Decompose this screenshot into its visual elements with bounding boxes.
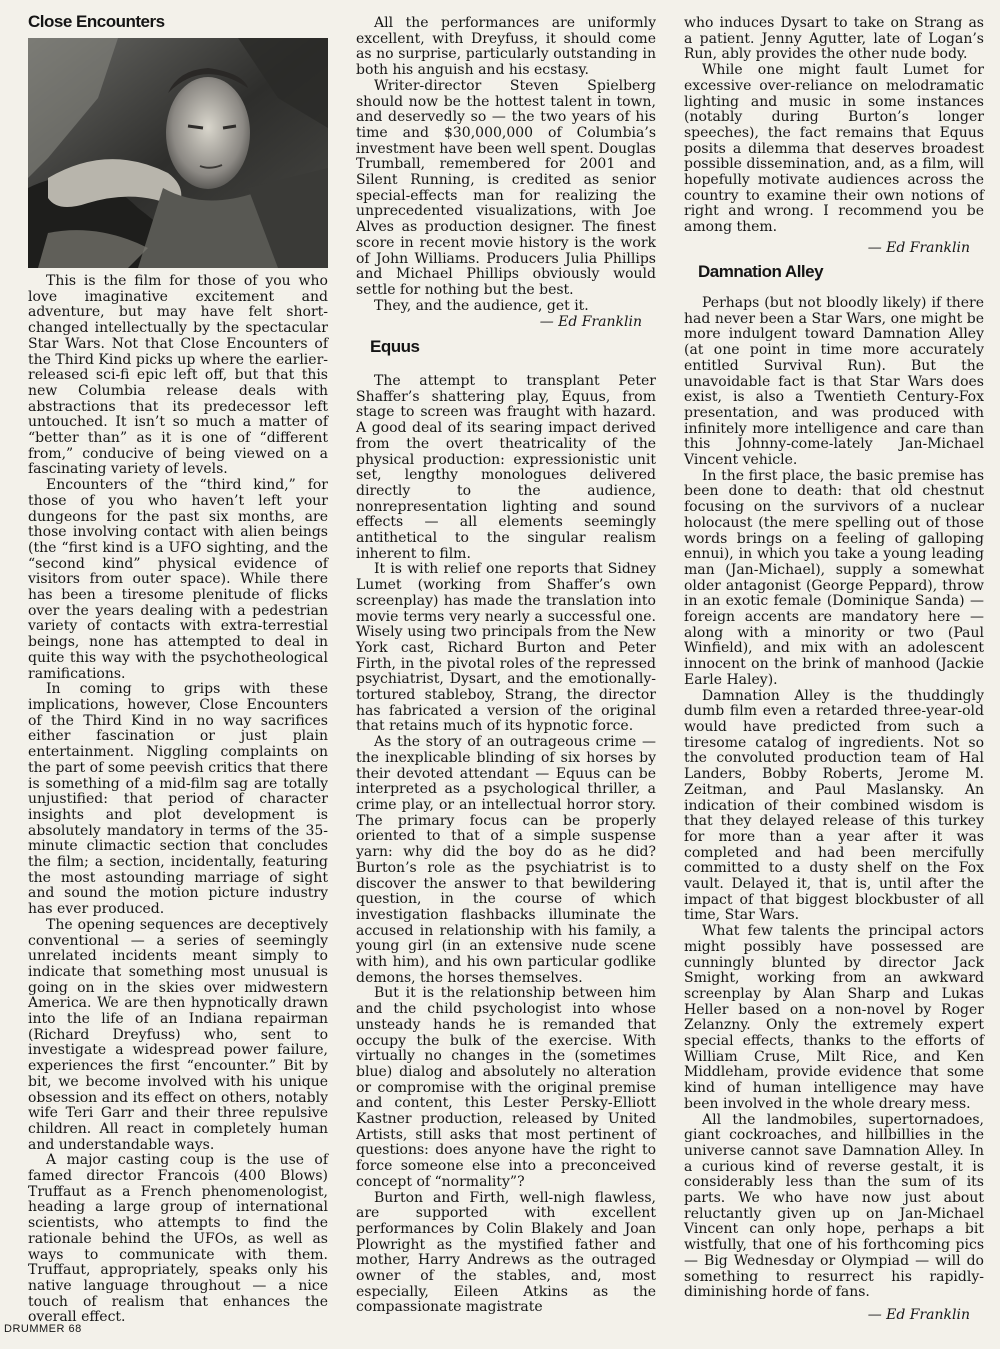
byline: — Ed Franklin <box>867 1307 970 1323</box>
paragraph: Burton and Firth, well-nigh flawless, are supported with excellent performances by Colin Blakely and Joan Plowright as the mystified father and mother, Harry Andrews as the outraged owner of the stables, and, most especially, Eileen Atkins as the compassionate magistrate <box>356 1189 656 1316</box>
paragraph: While one might fault Lumet for excessive over-reliance on melodramatic lighting and music in some instances (notably during Burton’s longer speeches), the fact remains that Equus posits a dilemma that deserves broadest possible dissemination, and, as a film, will hopefully motivate audiences across the country to examine their own notions of right and wrong. I recommend you be among them. <box>684 62 984 236</box>
review-heading-close-encounters: Close Encounters <box>28 12 165 31</box>
paragraph: A major casting coup is the use of famed director Francois (400 Blows) Truffaut as a French phenomenologist, heading a large group of international scientists, who attempts to find the rationale behind the UFOs, as well as ways to communicate with them. Truffaut, appropriately, speaks only his native language throughout — a nice touch of realism that enhances the overall effect. <box>28 1152 328 1326</box>
page-footer: DRUMMER 68 <box>4 1323 82 1335</box>
paragraph: Perhaps (but not bloodly likely) if there had never been a Star Wars, one might be more indulgent toward Damnation Alley (at one point in time more accurately entitled Survival Run). But the unavoidable fact is that Star Wars does exist, is also a Twentieth Century-Fox presentation, and was produced with infinitely more intelligence and care than this Johnny-come-lately Jan-Michael Vincent vehicle. <box>684 295 984 469</box>
paragraph: In coming to grips with these implications, however, Close Encounters of the Third Kind in no way sacrifices either fascination or just plain entertainment. Niggling complaints on the part of some peevish critics that there is something of a mid-film sag are totally unjustified: that period of character insights and plot development is absolutely mandatory in terms of the 35-minute climactic section that concludes the film; a section, incidentally, featuring the most astounding marriage of sight and sound the motion picture industry has ever produced. <box>28 681 328 918</box>
paragraph: who induces Dysart to take on Strang as a patient. Jenny Agutter, late of Logan’s Run, ably provides the other nude body. <box>684 15 984 63</box>
paragraph: In the first place, the basic premise has been done to death: that old chestnut focusing on the survivors of a nuclear holocaust (the mere spelling out of those words brings on a feeling of galloping ennui), in which you take a young leading man (Jan-Michael), supply a somewhat older antagonist (George Peppard), throw in an exotic female (Dominique Sanda) — foreign accents are mandatory here — along with a minority or two (Paul Winfield), and mix with an adolescent innocent on the brink of manhood (Jackie Earle Haley). <box>684 467 984 688</box>
paragraph: Damnation Alley is the thuddingly dumb film even a retarded three-year-old would have predicted from such a tiresome catalog of ingredients. Not so the convoluted production team of Hal Landers, Bobby Roberts, Jerome M. Zeitman, and Paul Maslansky. An indication of their combined wisdom is that they delayed release of this turkey for more than a year after it was completed and had been mercifully committed to a dusty shelf on the Fox vault. Delayed it, that is, until after the impact of that biggest blockbuster of all time, Star Wars. <box>684 687 984 924</box>
man-portrait-image <box>28 38 328 268</box>
equus-body <box>356 374 656 1316</box>
paragraph: All the performances are uniformly excellent, with Dreyfuss, it should come as no surprise, particularly outstanding in both his anguish and his ecstasy. <box>356 15 656 79</box>
paragraph: Writer-director Steven Spielberg should now be the hottest talent in town, and deservedly so — the two years of his time and $30,000,000 of Columbia’s investment have been well spent. Douglas Trumball, remembered for 2001 and Silent Running, is credited as senior special-effects man for realizing the unprecedented visualizations, with Joe Alves as production designer. The finest score in recent movie history is the work of John Williams. Producers Julia Phillips and Michael Phillips obviously would settle for nothing but the best. <box>356 77 656 298</box>
paragraph: But it is the relationship between him and the child psychologist into whose unsteady hands he is remanded that occupy the bulk of the exercise. With virtually no changes in the (sometimes blue) dialog and absolutely no alteration or compromise with the original premise and content, this Lester Persky-Elliott Kastner production, released by United Artists, still asks that most pertinent of questions: does anyone have the right to force someone else into a preconceived concept of “normality”? <box>356 985 656 1190</box>
paragraph: All the landmobiles, supertornadoes, giant cockroaches, and hillbillies in the universe cannot save Damnation Alley. In a curious kind of reverse gestalt, it is considerably less than the sum of its parts. We who have now just about reluctantly given up on Jan-Michael Vincent can only hope, perhaps a bit wistfully, that one of his forthcoming pics — Big Wednesday or Olympiad — will do something to resurrect his rapidly-diminishing horde of fans. <box>684 1111 984 1301</box>
byline: — Ed Franklin <box>539 314 642 331</box>
paragraph: Encounters of the “third kind,” for those of you who haven’t left your dungeons for the past six months, are those involving contact with alien beings (the “first kind is a UFO sighting, and the “second kind” physical evidence of visitors from outer space). While there has been a tiresome plenitude of flicks over the years dealing with a pedestrian variety of contacts with extra-terrestial beings, none has attempted to deal in quite this way with the psychotheological ramifications. <box>28 477 328 682</box>
paragraph: They, and the audience, get it. <box>374 297 589 314</box>
paragraph: What few talents the principal actors might possibly have possessed are cunningly blunted by director Jack Smight, working from an awkward screenplay by Alan Sharp and Lukas Heller based on a non-novel by Roger Zelanzny. Only the extremely expert special effects, thanks to the efforts of William Cruse, Milt Rice, and Ken Middleham, provide evidence that some kind of human intelligence may have been involved in the whole dreary mess. <box>684 923 984 1112</box>
film-still-photo <box>28 38 328 268</box>
close-encounters-body <box>28 274 328 1326</box>
paragraph: As the story of an outrageous crime — the inexplicable blinding of six horses by their devoted attendant — Equus can be interpreted as a psychological thriller, a crime play, or an intellectual horror story. The primary focus can be properly oriented to that of a simple suspense yarn: why did the boy do as he did? Burton’s role as the psychiatrist is to discover the answer to that bewildering question, in the course of which investigation flashbacks illuminate the accused in relationship with his family, a young girl (in an extensive nude scene with him), and his own particular godlike demons, the horses themselves. <box>356 734 656 986</box>
paragraph: This is the film for those of you who love imaginative excitement and adventure, but may have felt short-changed intellectually by the spectacular Star Wars. Not that Close Encounters of the Third Kind picks up where the earlier-released sci-fi epic left off, but that this new Columbia release deals with abstractions that its predecessor left untouched. It isn’t so much a matter of “better than” as it is one of “different from,” conducive of being viewed on a fascinating variety of levels. <box>28 273 328 478</box>
damnation-alley-body <box>684 296 984 1323</box>
equus-continued <box>684 16 984 256</box>
review-heading-damnation-alley: Damnation Alley <box>698 262 824 281</box>
review-heading-equus: Equus <box>370 337 420 356</box>
paragraph: It is with relief one reports that Sidney Lumet (working from Shaffer’s own screenplay) has made the translation into movie terms very nearly a successful one. Wisely using two principals from the New York cast, Richard Burton and Peter Firth, in the pivotal roles of the repressed psychiatrist, Dysart, and the emotionally-tortured stableboy, Strang, the director has fabricated a version of the original that retains much of its hypnotic force. <box>356 561 656 735</box>
close-encounters-continued <box>356 16 656 330</box>
paragraph: The attempt to transplant Peter Shaffer’s shattering play, Equus, from stage to screen was fraught with hazard. A good deal of its searing impact derived from the overt theatricality of the physical production: expressionistic unit set, lengthy monologues delivered directly to the audience, nonrepresentation lighting and sound effects — all elements seemingly antithetical to the singular realism inherent to film. <box>356 373 656 562</box>
paragraph: The opening sequences are deceptively conventional — a series of seemingly unrelated incidents meant simply to indicate that something most unusual is going on in the skies over midwestern America. We are then hypnotically drawn into the life of an Indiana repairman (Richard Dreyfuss) who, sent to investigate a widespread power failure, experiences the first “encounter.” Bit by bit, we become involved with his unique obsession and its effect on others, notably wife Teri Garr and their three repulsive children. All react in completely human and understandable ways. <box>28 916 328 1153</box>
byline: — Ed Franklin <box>867 239 970 256</box>
